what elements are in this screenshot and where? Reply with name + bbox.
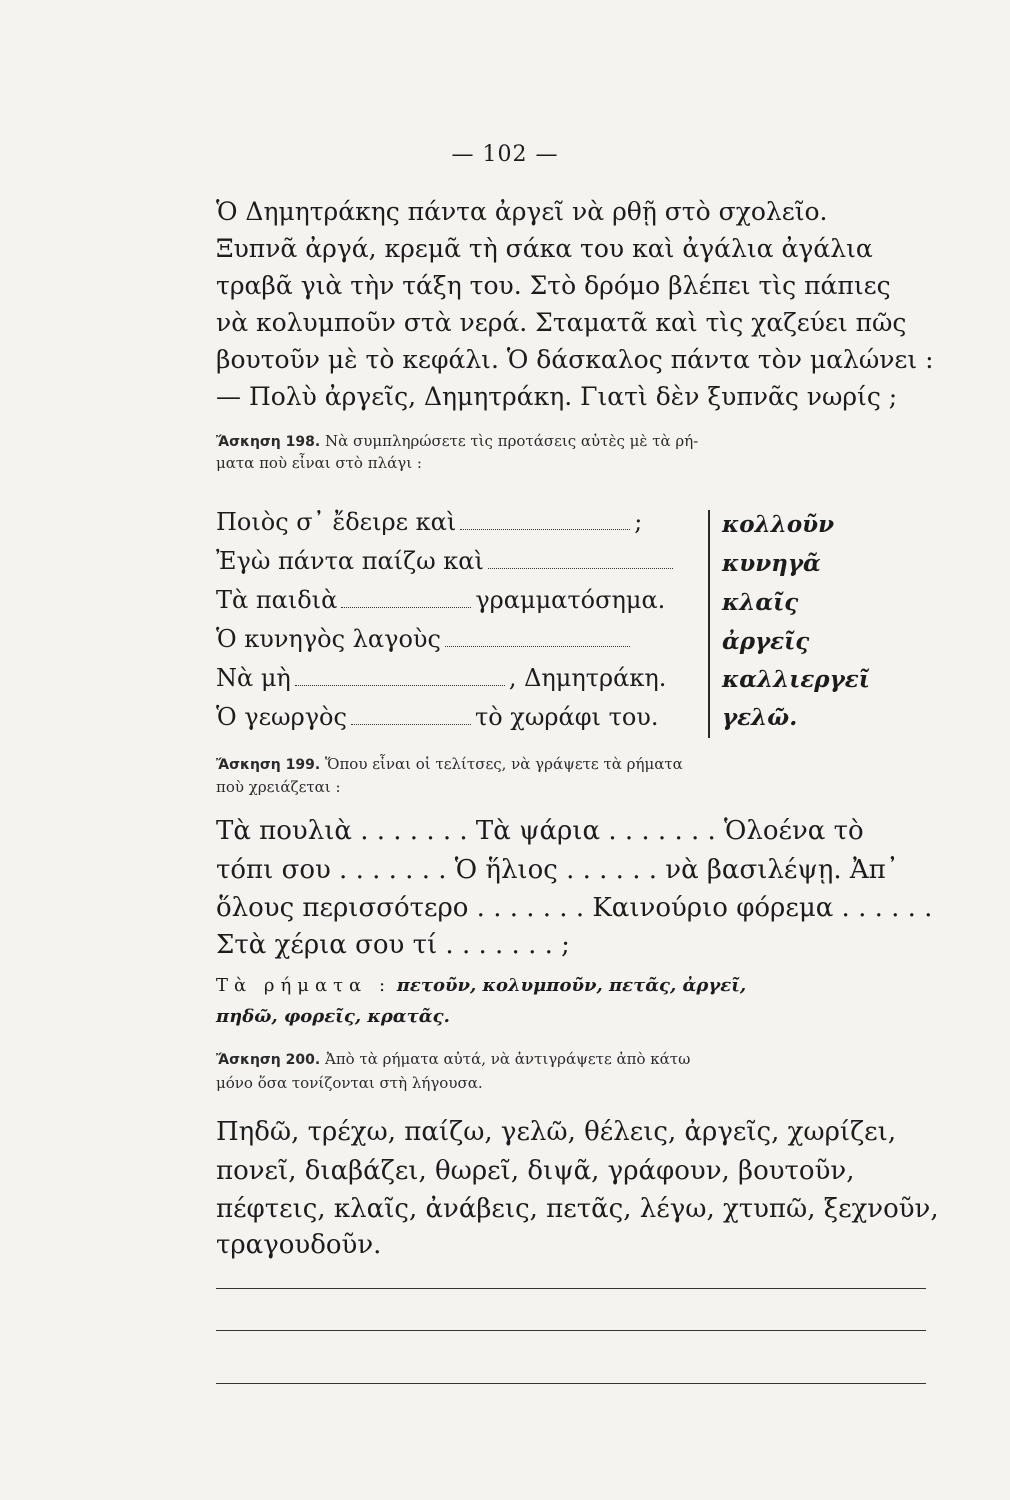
fill-sentence: Ὁ γεωργὸς τὸ χωράφι του.	[216, 703, 659, 731]
exercise-198-instruction: Νὰ συμπληρώσετε τὶς προτάσεις αὐτὲς μὲ τὰ ρή-	[324, 432, 699, 450]
exercise-200-title: Ἄσκηση 200.	[216, 1052, 321, 1068]
exercise-199-heading	[216, 753, 921, 776]
verb-option: κολλοῦν	[722, 511, 835, 538]
story-line: νὰ κολυμποῦν στὰ νερά. Σταματᾶ καὶ τὶς χαζεύει πῶς	[216, 308, 907, 337]
exercise-200-instruction-cont: μόνο ὅσα τονίζονται στὴ λήγουσα.	[216, 1074, 483, 1092]
verb-option: γελῶ.	[722, 704, 798, 731]
exercise-200-line: Πηδῶ, τρέχω, παίζω, γελῶ, θέλεις, ἀργεῖς, χωρίζει,	[216, 1117, 897, 1147]
exercise-200-instruction: Ἀπὸ τὰ ρήματα αὐτά, νὰ ἀντιγράψετε ἀπὸ κάτω	[324, 1050, 691, 1068]
exercise-199-instruction-cont: ποὺ χρειάζεται :	[216, 778, 341, 796]
answer-line	[216, 1383, 926, 1384]
exercise-200-line: πονεῖ, διαβάζει, θωρεῖ, διψᾶ, γράφουν, βουτοῦν,	[216, 1156, 855, 1186]
exercise-198-heading	[216, 430, 921, 453]
story-line: — Πολὺ ἀργεῖς, Δημητράκη. Γιατὶ δὲν ξυπνᾶς νωρίς ;	[216, 382, 898, 411]
exercise-199-line: Στὰ χέρια σου τί . . . . . . . ;	[216, 930, 570, 960]
exercise-199-verbs-cont: πηδῶ, φορεῖς, κρατᾶς.	[216, 1006, 450, 1027]
exercise-199-title: Ἄσκηση 199.	[216, 757, 321, 773]
story-line: Ὁ Δημητράκης πάντα ἀργεῖ νὰ ρθῇ στὸ σχολεῖο.	[216, 197, 828, 226]
column-divider	[708, 510, 710, 738]
story-line: Ξυπνᾶ ἀργά, κρεμᾶ τὴ σάκα του καὶ ἀγάλια ἀγάλια	[216, 234, 873, 263]
verb-option: κλαῖς	[722, 589, 799, 616]
page-number: — 102 —	[451, 142, 559, 167]
exercise-199-verbs: Τὰ ρήματα : πετοῦν, κολυμποῦν, πετᾶς, ἀργεῖ,	[216, 975, 747, 996]
fill-sentence: Ποιὸς σ᾽ ἔδειρε καὶ ;	[216, 508, 643, 536]
exercise-199-line: τόπι σου . . . . . . . Ὁ ἥλιος . . . . . . νὰ βασιλέψῃ. Ἀπ᾽	[216, 855, 899, 885]
fill-sentence: Ἐγὼ πάντα παίζω καὶ	[216, 546, 696, 576]
fill-sentence: Ὁ κυνηγὸς λαγοὺς	[216, 624, 696, 654]
verb-option: ἀργεῖς	[722, 628, 810, 655]
exercise-198-instruction-cont: ματα ποὺ εἶναι στὸ πλάγι :	[216, 454, 422, 472]
answer-line	[216, 1330, 926, 1331]
story-line: τραβᾶ γιὰ τὴν τάξη του. Στὸ δρόμο βλέπει τὶς πάπιες	[216, 271, 891, 300]
verb-option: κυνηγᾶ	[722, 550, 821, 577]
exercise-200-line: πέφτεις, κλαῖς, ἀνάβεις, πετᾶς, λέγω, χτυπῶ, ξεχνοῦν,	[216, 1194, 939, 1224]
exercise-199-instruction: Ὅπου εἶναι οἱ τελίτσες, νὰ γράψετε τὰ ρήματα	[324, 755, 683, 773]
verb-option: καλλιεργεῖ	[722, 666, 870, 693]
exercise-198-title: Ἄσκηση 198.	[216, 434, 321, 450]
exercise-200-line: τραγουδοῦν.	[216, 1230, 382, 1260]
story-line: βουτοῦν μὲ τὸ κεφάλι. Ὁ δάσκαλος πάντα τὸν μαλώνει :	[216, 345, 934, 374]
fill-sentence: Τὰ παιδιὰ γραμματόσημα.	[216, 586, 666, 614]
exercise-199-line: Τὰ πουλιὰ . . . . . . . Τὰ ψάρια . . . . . . . Ὁλοένα τὸ	[216, 816, 864, 846]
exercise-200-heading	[216, 1048, 921, 1071]
fill-sentence: Νὰ μὴ , Δημητράκη.	[216, 664, 667, 692]
exercise-199-line: ὅλους περισσότερο . . . . . . . Καινούριο φόρεμα . . . . . .	[216, 893, 933, 923]
answer-line	[216, 1288, 926, 1289]
